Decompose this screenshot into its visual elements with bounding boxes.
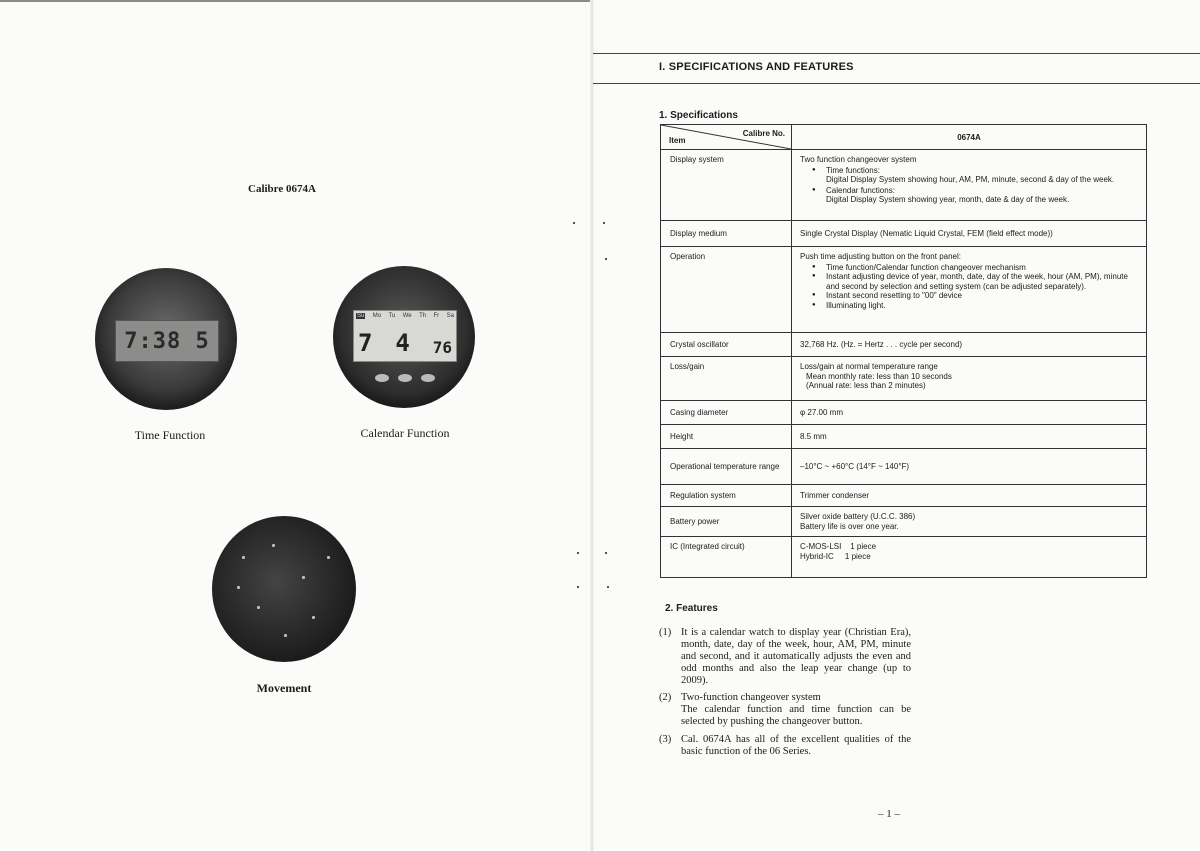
calibre-heading: Calibre 0674A	[248, 183, 316, 195]
calendar-function-photo	[333, 266, 475, 408]
table-header-row	[661, 125, 1147, 150]
month-digit: 7	[358, 329, 373, 357]
time-function-photo	[95, 268, 237, 410]
movement-photo	[212, 516, 356, 662]
value-cell	[792, 357, 1147, 401]
right-page	[593, 0, 1200, 851]
page-number: – 1 –	[878, 808, 900, 820]
item-cell: Operation	[661, 247, 792, 333]
item-cell: IC (Integrated circuit)	[661, 537, 792, 578]
item-cell: Crystal oscillator	[661, 333, 792, 357]
item-cell: Battery power	[661, 507, 792, 537]
value-cell: –10°C ~ +60°C (14°F ~ 140°F)	[792, 449, 1147, 485]
features-title: 2. Features	[665, 603, 718, 614]
header-rule-top	[593, 53, 1200, 54]
value-line: Hybrid-IC 1 piece	[800, 551, 871, 561]
table-row	[661, 247, 1147, 333]
day-label: We	[402, 313, 412, 319]
value-cell	[792, 150, 1147, 221]
item-cell: Regulation system	[661, 485, 792, 507]
value-line: Loss/gain at normal temperature range	[800, 362, 938, 371]
list-item	[659, 692, 911, 728]
bullet-item: ● Instant adjusting device of year, month, date, day of the week, hour (AM, PM), minute and second by selection and setting system (can be adjusted separately).	[826, 272, 1140, 291]
header-calibre-value-cell	[792, 125, 1147, 150]
table-row	[661, 537, 1147, 578]
value-line: Two function changeover system	[800, 155, 917, 164]
feature-text: The calendar function and time function can be selected by pushing the changeover button.	[681, 704, 911, 728]
feature-text-block	[681, 692, 911, 728]
value-line: Battery life is over one year.	[800, 521, 899, 531]
table-row	[661, 401, 1147, 425]
watch-buttons	[375, 374, 435, 382]
value-line: Digital Display System showing hour, AM, PM, minute, second & day of the week.	[826, 175, 1115, 185]
item-cell: Display system	[661, 150, 792, 221]
features-list	[659, 627, 911, 763]
day-label: Sa	[446, 313, 454, 319]
specifications-table	[660, 124, 1147, 578]
year-digit: 76	[432, 338, 452, 357]
table-row	[661, 485, 1147, 507]
table-row	[661, 357, 1147, 401]
value-cell: 8.5 mm	[792, 425, 1147, 449]
value-cell	[792, 537, 1147, 578]
item-cell: Casing diameter	[661, 401, 792, 425]
item-cell: Loss/gain	[661, 357, 792, 401]
bullet-item: ● Calendar functions:	[826, 186, 1140, 196]
value-cell	[792, 247, 1147, 333]
item-cell: Height	[661, 425, 792, 449]
bullet-item: ● Time function/Calendar function changeover mechanism	[826, 263, 1140, 273]
value-line: Digital Display System showing year, month, date & day of the week.	[826, 195, 1070, 205]
item-cell: Display medium	[661, 221, 792, 247]
specifications-title: 1. Specifications	[659, 110, 738, 121]
list-item	[659, 734, 911, 758]
date-digit: 4	[395, 329, 410, 357]
value-line: (Annual rate: less than 2 minutes)	[806, 381, 926, 391]
day-label: Su	[357, 313, 365, 319]
value-cell	[792, 507, 1147, 537]
table-row	[661, 425, 1147, 449]
value-line: Push time adjusting button on the front panel:	[800, 252, 961, 261]
table-row	[661, 333, 1147, 357]
time-lcd: 7:38 5	[115, 320, 219, 362]
table-row	[661, 507, 1147, 537]
bullet-item: ● Illuminating light.	[826, 301, 1140, 311]
calendar-day-row	[356, 313, 454, 319]
calendar-lcd	[353, 310, 457, 362]
feature-number: (3)	[659, 733, 672, 745]
value-cell: 32,768 Hz. (Hz. = Hertz . . . cycle per second)	[792, 333, 1147, 357]
value-cell: Single Crystal Display (Nematic Liquid Crystal, FEM (field effect mode))	[792, 221, 1147, 247]
day-label: Fr	[433, 313, 440, 319]
value-line: Mean monthly rate: less than 10 seconds	[806, 371, 952, 381]
value-cell: Trimmer condenser	[792, 485, 1147, 507]
header-item: Item	[669, 136, 686, 146]
calendar-function-caption: Calendar Function	[360, 426, 450, 440]
left-page	[0, 0, 593, 851]
time-function-caption: Time Function	[134, 428, 206, 442]
header-calibre-value: 0674A	[957, 133, 981, 142]
header-calibre-no: Calibre No.	[742, 129, 785, 138]
value-line: Silver oxide battery (U.C.C. 386)	[800, 512, 916, 521]
feature-text: Two-function changeover system	[681, 692, 821, 704]
day-label: Tu	[388, 313, 396, 319]
value-cell: φ 27.00 mm	[792, 401, 1147, 425]
header-corner-cell	[661, 125, 792, 150]
bullet-item: ● Instant second resetting to "00" device	[826, 291, 1140, 301]
feature-number: (2)	[659, 692, 672, 704]
table-row	[661, 221, 1147, 247]
feature-text: It is a calendar watch to display year (Christian Era), month, date, day of the week, hour, AM, PM, minute and second, and it automatically adjusts the even and odd months and also the leap year change (up to 2009).	[681, 627, 911, 687]
table-row	[661, 150, 1147, 221]
item-cell: Operational temperature range	[661, 449, 792, 485]
feature-number: (1)	[659, 627, 672, 638]
bullet-item: ● Time functions:	[826, 166, 1140, 176]
section-title: I. SPECIFICATIONS AND FEATURES	[659, 61, 854, 73]
value-line: C-MOS-LSI 1 piece	[800, 542, 877, 552]
header-rule-bottom	[593, 83, 1200, 84]
calendar-digits	[358, 329, 452, 357]
table-row	[661, 449, 1147, 485]
day-label: Mo	[372, 313, 382, 319]
feature-text: Cal. 0674A has all of the excellent qualities of the basic function of the 06 Series.	[681, 733, 911, 757]
list-item	[659, 627, 911, 687]
movement-caption: Movement	[256, 681, 312, 695]
day-label: Th	[419, 313, 427, 319]
